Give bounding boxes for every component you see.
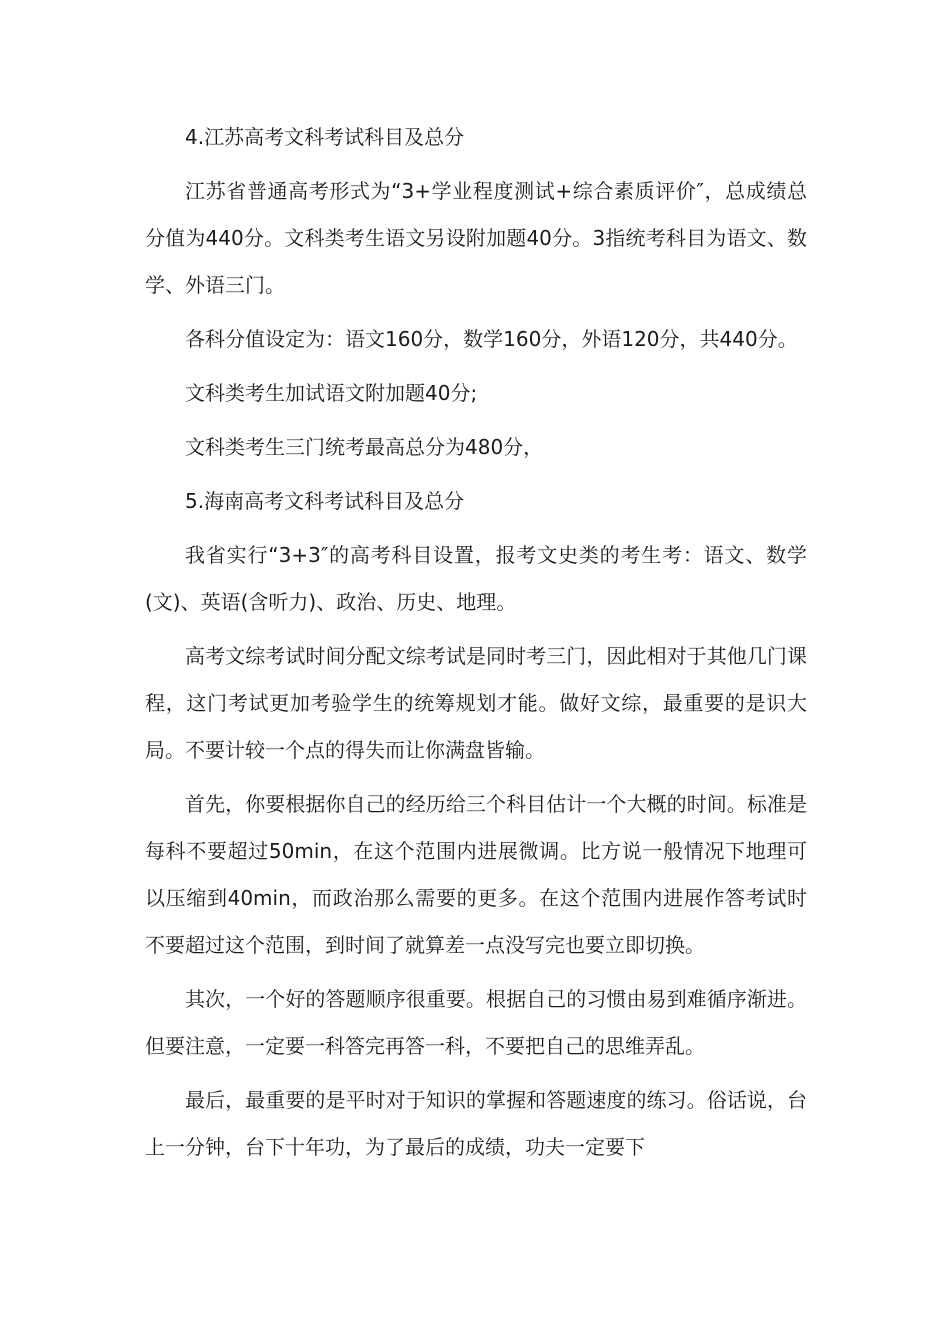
paragraph: 首先，你要根据你自己的经历给三个科目估计一个大概的时间。标准是每科不要超过50min，在这个范围内进展微调。比方说一般情况下地理可以压缩到40min，而政治那么需要的更多。在这个范围内进展作答考试时不要超过这个范围，到时间了就算差一点没写完也要立即切换。 — [145, 792, 807, 957]
paragraph: 最后，最重要的是平时对于知识的掌握和答题速度的练习。俗话说，台上一分钟，台下十年功，为了最后的成绩，功夫一定要下 — [145, 1088, 807, 1159]
document-body — [145, 114, 807, 1178]
paragraph: 我省实行“3+3″的高考科目设置，报考文史类的考生考：语文、数学(文)、英语(含听力)、政治、历史、地理。 — [145, 543, 807, 614]
paragraph: 其次，一个好的答题顺序很重要。根据自己的习惯由易到难循序渐进。但要注意，一定要一科答完再答一科，不要把自己的思维弄乱。 — [145, 987, 807, 1058]
section-heading-jiangsu: 4.江苏高考文科考试科目及总分 — [185, 125, 465, 149]
paragraph: 文科类考生加试语文附加题40分; — [185, 381, 478, 405]
section-heading-hainan: 5.海南高考文科考试科目及总分 — [185, 489, 465, 513]
paragraph: 高考文综考试时间分配文综考试是同时考三门，因此相对于其他几门课程，这门考试更加考验学生的统筹规划才能。做好文综，最重要的是识大局。不要计较一个点的得失而让你满盘皆输。 — [145, 644, 807, 762]
paragraph: 各科分值设定为：语文160分，数学160分，外语120分，共440分。 — [185, 327, 798, 351]
paragraph: 文科类考生三门统考最高总分为480分， — [185, 435, 544, 459]
paragraph: 江苏省普通高考形式为“3+学业程度测试+综合素质评价″，总成绩总分值为440分。文科类考生语文另设附加题40分。3指统考科目为语文、数学、外语三门。 — [145, 179, 807, 297]
